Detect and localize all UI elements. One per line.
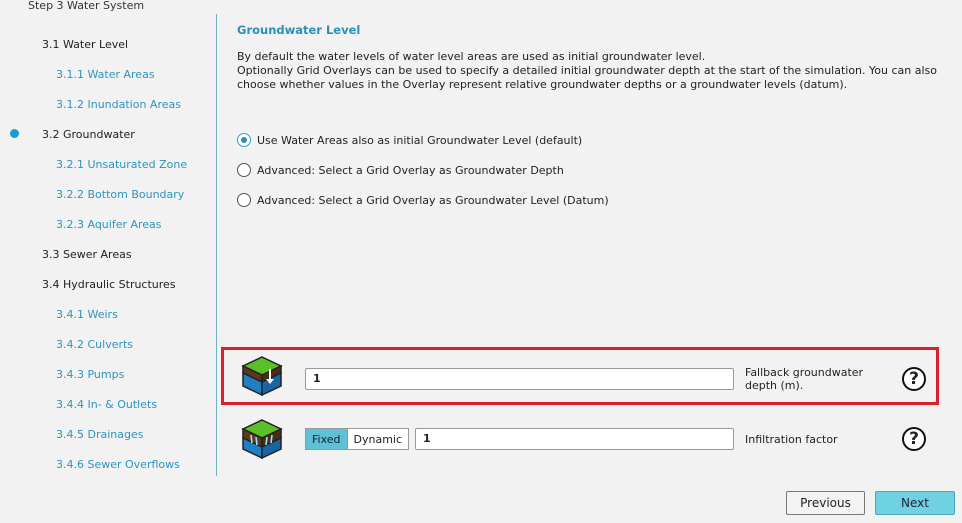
sidebar-item-sewer-areas[interactable]: 3.3 Sewer Areas <box>42 248 132 261</box>
fallback-depth-label: Fallback groundwater depth (m). <box>745 366 864 392</box>
option-water-areas[interactable] <box>237 131 582 149</box>
sidebar-item-pumps[interactable]: 3.4.3 Pumps <box>56 368 125 381</box>
option-label: Advanced: Select a Grid Overlay as Groundwater Depth <box>257 163 564 177</box>
active-item-indicator <box>10 129 19 138</box>
radio-button[interactable] <box>237 163 251 177</box>
infiltration-factor-label: Infiltration factor <box>745 433 838 446</box>
page-title: Groundwater Level <box>237 23 361 37</box>
sidebar-item-culverts[interactable]: 3.4.2 Culverts <box>56 338 134 351</box>
sidebar-nav <box>0 0 217 478</box>
sidebar-item-drainages[interactable]: 3.4.5 Drainages <box>56 428 144 441</box>
sidebar-item-weirs[interactable]: 3.4.1 Weirs <box>56 308 118 321</box>
sidebar-item-aquifer-areas[interactable]: 3.2.3 Aquifer Areas <box>56 218 162 231</box>
radio-button[interactable] <box>237 193 251 207</box>
sidebar-item-water-areas[interactable]: 3.1.1 Water Areas <box>56 68 155 81</box>
fallback-depth-input[interactable]: 1 <box>305 368 734 390</box>
fallback-help-icon[interactable]: ? <box>902 367 926 391</box>
description-line-1: By default the water levels of water level areas are used as initial groundwater level. <box>237 50 706 63</box>
sidebar-item-groundwater[interactable]: 3.2 Groundwater <box>42 128 135 141</box>
option-overlay-datum[interactable] <box>237 191 609 209</box>
option-label: Advanced: Select a Grid Overlay as Groundwater Level (Datum) <box>257 193 609 207</box>
groundwater-block-icon <box>240 354 284 398</box>
previous-button[interactable]: Previous <box>786 491 865 515</box>
infiltration-factor-input[interactable]: 1 <box>415 428 734 450</box>
infiltration-block-icon <box>240 417 284 461</box>
page-description <box>237 50 952 92</box>
next-button[interactable]: Next <box>875 491 955 515</box>
option-overlay-depth[interactable] <box>237 161 564 179</box>
sidebar-step-title[interactable]: Step 3 Water System <box>28 0 145 12</box>
sidebar-item-inundation-areas[interactable]: 3.1.2 Inundation Areas <box>56 98 181 111</box>
mode-dynamic-button[interactable]: Dynamic <box>348 429 409 449</box>
radio-button-checked[interactable] <box>237 133 251 147</box>
infiltration-mode-toggle[interactable] <box>305 428 409 450</box>
sidebar-item-unsaturated-zone[interactable]: 3.2.1 Unsaturated Zone <box>56 158 188 171</box>
sidebar-item-in-outlets[interactable]: 3.4.4 In- & Outlets <box>56 398 158 411</box>
sidebar-divider <box>216 14 217 476</box>
option-label: Use Water Areas also as initial Groundwater Level (default) <box>257 133 583 147</box>
sidebar-item-water-level[interactable]: 3.1 Water Level <box>42 38 129 51</box>
sidebar-item-hydraulic-structures[interactable]: 3.4 Hydraulic Structures <box>42 278 176 291</box>
sidebar-item-bottom-boundary[interactable]: 3.2.2 Bottom Boundary <box>56 188 185 201</box>
infiltration-help-icon[interactable]: ? <box>902 427 926 451</box>
description-line-2: Optionally Grid Overlays can be used to specify a detailed initial groundwater depth at the start of the simulation. You can also choose whether values in the Overlay represent relative groundwater depths or a groundwater levels (datum). <box>237 64 937 91</box>
mode-fixed-button[interactable]: Fixed <box>306 429 348 449</box>
sidebar-item-sewer-overflows[interactable]: 3.4.6 Sewer Overflows <box>56 458 180 471</box>
